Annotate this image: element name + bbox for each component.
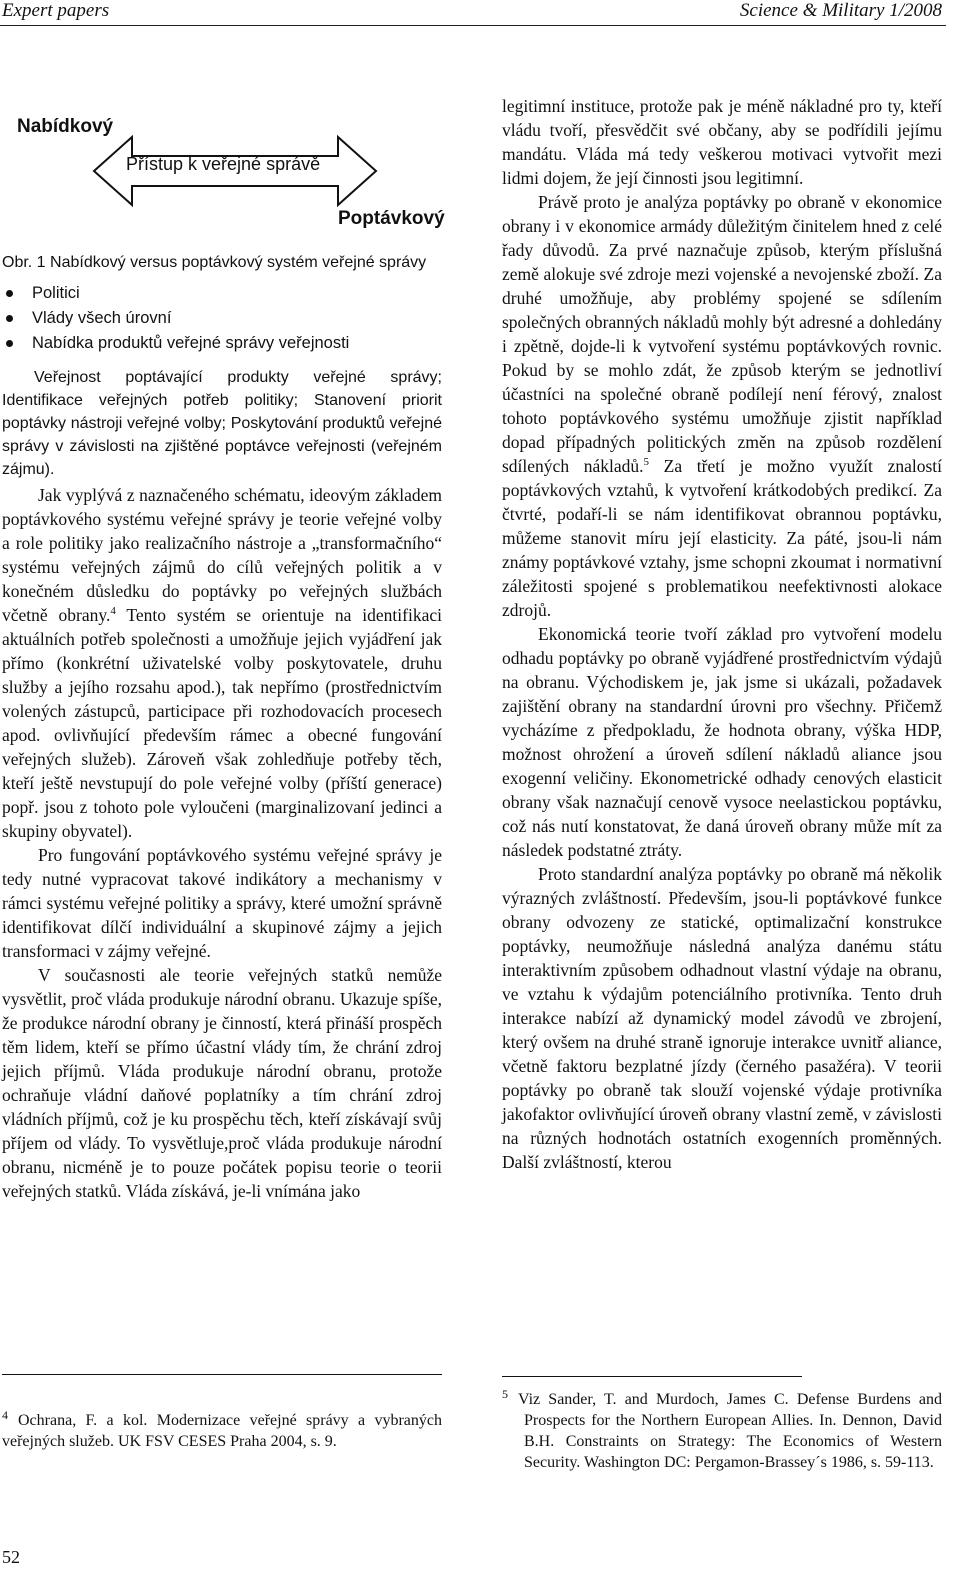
supply-bullet-list — [2, 281, 442, 356]
paragraph: Proto standardní analýza poptávky po obraně má několik výrazných zvláštností. Především, jsou-li poptávkové funkce obrany odvozeny ze statické, optimalizační konstrukce poptávky, neumožňuje následná analýza danému státu interaktivním způsobem odhadnout vlastní výdaje na obranu, ve vztahu k výdajům potenciálního protivníka. Tento druh interakce nabízí až dynamický model závodů ve zbrojení, který ovšem na druhé straně ignoruje interakce uvnitř aliance, včetně faktoru bezplatné jízdy (černého pasažéra). V teorii poptávky po obraně tak slouží vojenské výdaje protivníka jakofaktor ovlivňující úroveň obrany vlastní země, v závislosti na různých hodnotách ostatních exogenních proměnných. Další zvláštností, kterou — [502, 864, 942, 1172]
figure-label-demand: Poptávkový — [338, 208, 445, 229]
bullet-text: Vlády všech úrovní — [32, 309, 172, 327]
paragraph: V současnosti ale teorie veřejných statků nemůže vysvětlit, proč vláda produkuje národní obranu. Ukazuje spíše, že produkce národní obrany je činností, která přináší prospěch těm lidem, kteří se přímo účastní vlády tím, že chrání zdroj jejich příjmů. Vláda produkuje národní obranu, protože ochraňuje vládní daňové poplatníky a tím chrání zdroj vládních příjmů, což je ku prospěchu těch, kteří získávají svůj příjem od vlády. To vysvětluje,proč vláda produkuje národní obranu, nicméně je to pouze počátek popisu teorie o teorii veřejných statků. Vláda získává, je-li vnímána jako — [2, 965, 442, 1201]
running-head-left: Expert papers — [2, 0, 110, 21]
bullet-item — [2, 331, 442, 356]
paragraph-text: Za třetí je možno využít znalostí poptávkových vztahů, k vytvoření krátkodobých predikcí. Za čtvrté, podaří-li se nám identifikovat obrannou poptávku, můžeme stanovit míru její elasticity. Za páté, jsou-li nám známy poptávkové vztahy, jsme schopni zkoumat i normativní záležitosti spojené s problematikou neefektivnosti alokace zdrojů. — [502, 456, 942, 620]
page-number: 52 — [2, 1547, 20, 1567]
footnote-5 — [502, 1386, 942, 1473]
footnote-mark: 5 — [502, 1386, 508, 1401]
footnote-text: Viz Sander, T. and Murdoch, James C. Defense Burdens and Prospects for the Northern European Allies. In. Dennon, David B.H. Constraints on Strategy: The Economics of Western Security. Washington DC: Pergamon-Brassey´s 1986, s. 59-113. — [518, 1391, 942, 1471]
paragraph — [2, 483, 442, 843]
footnote-rule — [2, 1374, 442, 1375]
demand-description: Veřejnost poptávající produkty veřejné správy; Identifikace veřejných potřeb politiky; Stanovení priorit poptávky nástroji veřejné volby; Poskytování produktů veřejné správy v závislosti na zjištěné poptávce veřejnosti (veřejném zájmu). — [2, 369, 442, 478]
figure-caption: Obr. 1 Nabídkový versus poptávkový systém veřejné správy — [2, 254, 427, 271]
figure-1 — [2, 110, 445, 250]
figure-label-supply: Nabídkový — [17, 116, 114, 137]
footnote-mark: 4 — [2, 1407, 8, 1422]
left-column — [2, 110, 445, 1203]
bullet-icon — [6, 340, 13, 347]
paragraph: Pro fungování poptávkového systému veřejné správy je tedy nutné vypracovat takové indikátory a mechanismy v rámci systému veřejné politiky a správy, které umožní správně identifikovat dílčí individuální a skupinové zájmy a jejich transformaci v zájmy veřejné. — [2, 845, 442, 961]
paragraph-text: Právě proto je analýza poptávky po obraně v ekonomice obrany i v ekonomice armády důležitým činitelem hned z celé řady důvodů. Za prvé naznačuje způsob, kterým příslušná země alokuje své zdroje mezi vojenské a nevojenské zboží. Za druhé umožňuje, aby problémy spojené se sdílením společných obranných nákladů mohly být adresné a dohledány i zpětně, dojde-li k vytvoření systému poptávkových rovnic. Pokud by se mohlo zdát, že způsob kterým se jednotliví účastníci na společné obraně podílejí není férový, znalost tohoto poptávkového systému umožňuje zjistit například dopad případných politických změn na způsob rozdělení sdílených nákladů. — [502, 192, 942, 476]
paragraph-text: Tento systém se orientuje na identifikaci aktuálních potřeb společnosti a umožňuje jejich vyjádření jak přímo (konkrétní uživatelské volby poskytovatele, druhu služby a jejího rozsahu apod.), tak nepřímo (prostřednictvím volených zástupců, participace při rozhodovacích procesech apod. ovlivňující především rámec a obecné fungování veřejných služeb). Zároveň však zohledňuje potřeby těch, kteří ještě nevstupují do pole veřejné volby (příští generace) popř. jsou z tohoto pole vyloučeni (marginalizovaní jedinci a skupiny obyvatel). — [2, 605, 442, 841]
right-column — [502, 94, 942, 1174]
bullet-text: Nabídka produktů veřejné správy veřejnosti — [32, 334, 350, 352]
footnote-ref[interactable]: 5 — [643, 456, 649, 469]
paragraph: legitimní instituce, protože pak je méně nákladné pro ty, kteří vládu tvoří, přesvědčit své občany, aby se podřídili jejímu mandátu. Vláda má tedy veškerou motivaci vytvořit mezi lidmi dojem, že její činnosti jsou legitimní. — [502, 96, 942, 188]
paragraph-text: Jak vyplývá z naznačeného schématu, ideovým základem poptávkového systému veřejné správy je teorie veřejné volby a role politiky jako realizačního nástroje a „transformačního“ systému veřejných zájmů do cílů veřejných politik a v konečném důsledku do poptávky po veřejných službách včetně obrany. — [2, 485, 442, 625]
footnote-ref[interactable]: 4 — [110, 605, 116, 618]
figure-arrow-text: Přístup k veřejné správě — [126, 154, 321, 174]
paragraph — [502, 190, 942, 622]
footnote-4 — [2, 1407, 442, 1452]
bullet-icon — [6, 315, 13, 322]
bullet-text: Politici — [32, 284, 80, 302]
running-head — [0, 0, 960, 24]
footnote-rule — [502, 1376, 802, 1377]
paragraph: Ekonomická teorie tvoří základ pro vytvoření modelu odhadu poptávky po obraně vyjádřené prostřednictvím výdajů na obranu. Východiskem je, jak jsme si ukázali, požadavek zajištění obrany na standardní úrovni pro všechny. Přičemž vycházíme z předpokladu, že hodnota obrany, výška HDP, možnost ohrožení a úroveň sdílení nákladů aliance jsou exogenní veličiny. Ekonometrické odhady cenových elasticit obrany však naznačují cenově vysoce neelastickou poptávku, což nás nutí konstatovat, že daná úroveň obrany může mít za následek podstatné ztráty. — [502, 624, 942, 860]
header-rule — [0, 25, 946, 26]
bullet-icon — [6, 290, 13, 297]
bullet-item — [2, 306, 442, 331]
running-head-right: Science & Military 1/2008 — [739, 0, 942, 21]
bullet-item — [2, 281, 442, 306]
footnote-text: Ochrana, F. a kol. Modernizace veřejné správy a vybraných veřejných služeb. UK FSV CESES Praha 2004, s. 9. — [2, 1412, 442, 1450]
